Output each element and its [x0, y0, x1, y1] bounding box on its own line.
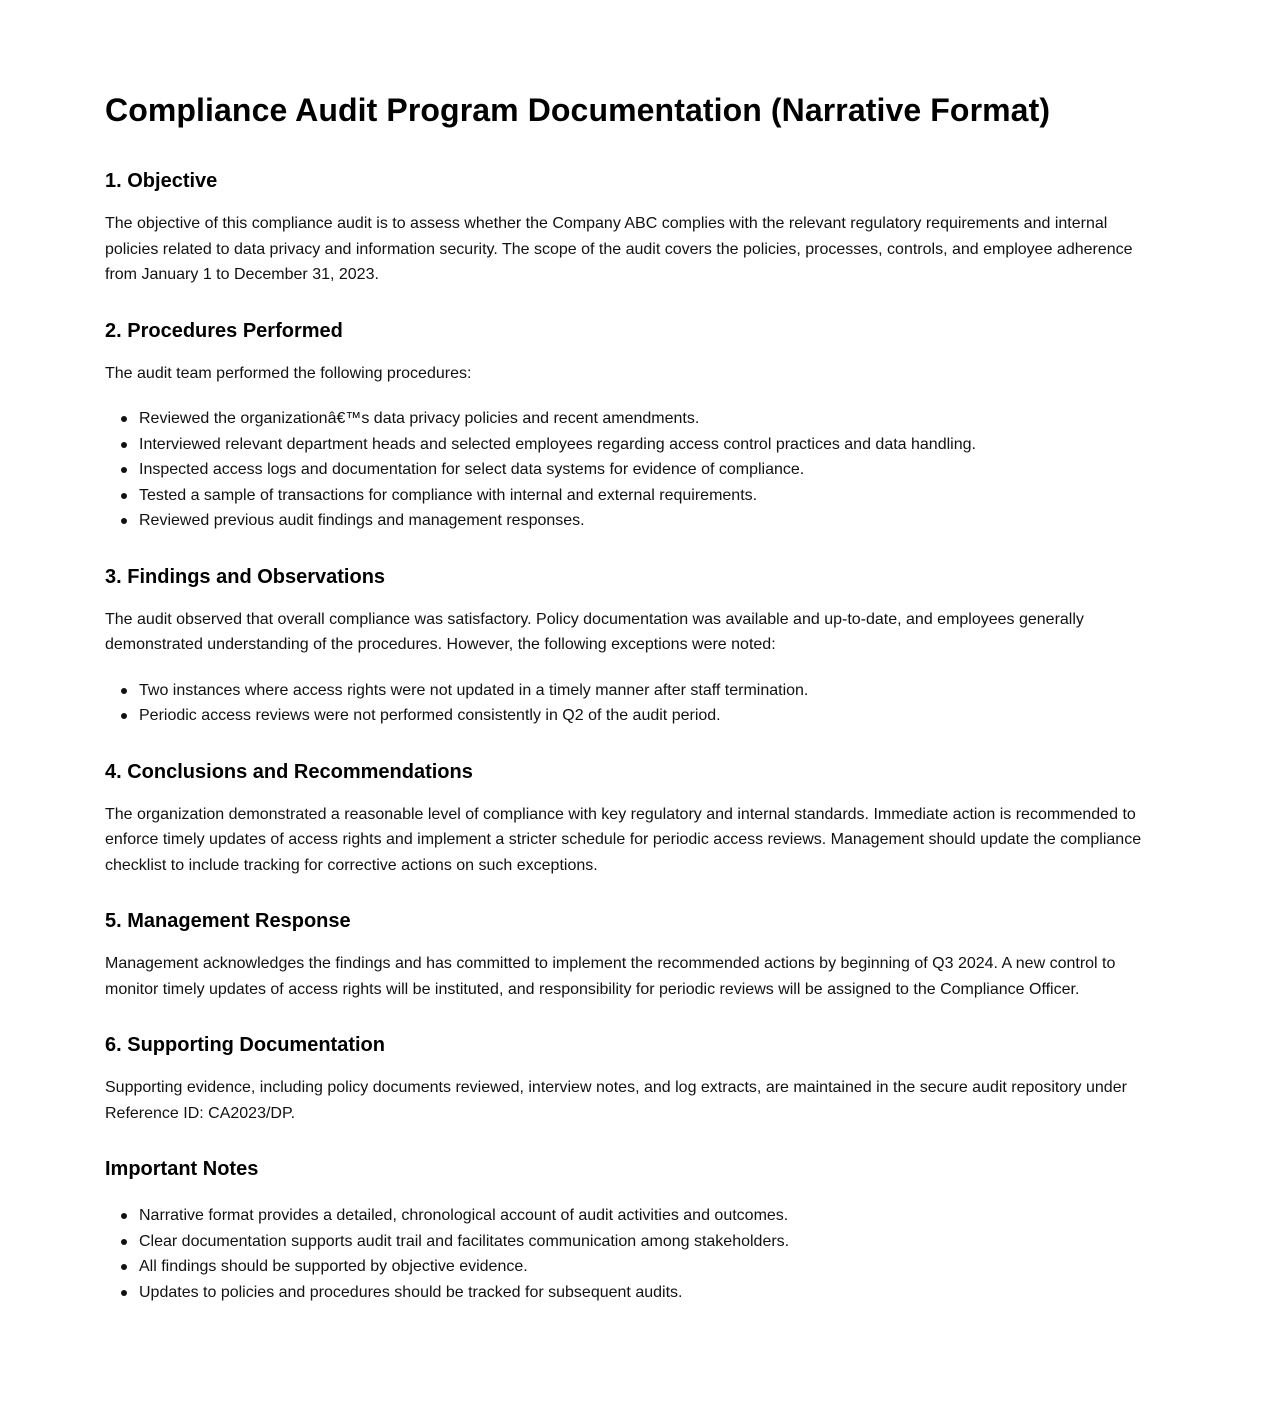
section-supporting-documentation: [105, 1033, 1153, 1126]
list-item: Reviewed previous audit findings and management responses.: [139, 508, 1153, 534]
list-item: Periodic access reviews were not performed consistently in Q2 of the audit period.: [139, 703, 1153, 729]
list-item: Narrative format provides a detailed, chronological account of audit activities and outcomes.: [139, 1203, 1153, 1229]
list-item: Clear documentation supports audit trail and facilitates communication among stakeholders.: [139, 1229, 1153, 1255]
section-heading: Important Notes: [105, 1158, 259, 1180]
section-paragraph: Management acknowledges the findings and has committed to implement the recommended actions by beginning of Q3 2024. A new control to monitor timely updates of access rights will be instituted, and responsibility for periodic reviews will be assigned to the Compliance Officer.: [105, 955, 1116, 998]
procedures-list: [105, 406, 1153, 534]
bullet-icon: [121, 518, 127, 524]
section-heading: 6. Supporting Documentation: [105, 1034, 385, 1056]
section-heading: 2. Procedures Performed: [105, 319, 343, 342]
notes-list: [105, 1203, 1153, 1305]
list-item: Tested a sample of transactions for compliance with internal and external requirements.: [139, 483, 1153, 509]
section-findings: [105, 565, 1153, 729]
list-item: Reviewed the organizationâ€™s data privacy policies and recent amendments.: [139, 406, 1153, 432]
section-heading: 4. Conclusions and Recommendations: [105, 760, 473, 783]
section-paragraph: The audit observed that overall compliance was satisfactory. Policy documentation was available and up-to-date, and employees generally demonstrated understanding of the procedures. However, the following exceptions were noted:: [105, 610, 1084, 653]
section-paragraph: The objective of this compliance audit is to assess whether the Company ABC complies with the relevant regulatory requirements and internal policies related to data privacy and information security. The scope of the audit covers the policies, processes, controls, and employee adherence from January 1 to December 31, 2023.: [105, 215, 1133, 283]
list-item: Inspected access logs and documentation for select data systems for evidence of compliance.: [139, 457, 1153, 483]
section-paragraph: The audit team performed the following procedures:: [105, 364, 472, 382]
bullet-icon: [121, 442, 127, 448]
bullet-icon: [121, 493, 127, 499]
bullet-icon: [121, 416, 127, 422]
bullet-icon: [121, 688, 127, 694]
section-important-notes: [105, 1157, 1153, 1305]
page-title: Compliance Audit Program Documentation (Narrative Format): [105, 92, 1051, 128]
section-heading: 5. Management Response: [105, 910, 351, 932]
bullet-icon: [121, 1213, 127, 1219]
section-objective: [105, 169, 1153, 288]
list-item: Updates to policies and procedures should be tracked for subsequent audits.: [139, 1280, 1153, 1306]
bullet-icon: [121, 713, 127, 719]
section-management-response: [105, 909, 1153, 1002]
bullet-icon: [121, 467, 127, 473]
bullet-icon: [121, 1264, 127, 1270]
section-paragraph: The organization demonstrated a reasonable level of compliance with key regulatory and internal standards. Immediate action is recommended to enforce timely updates of access rights and implement a stricter schedule for periodic access reviews. Management should update the compliance checklist to include tracking for corrective actions on such exceptions.: [105, 805, 1142, 874]
section-heading: 1. Objective: [105, 170, 218, 192]
list-item: All findings should be supported by objective evidence.: [139, 1254, 1153, 1280]
bullet-icon: [121, 1290, 127, 1296]
bullet-icon: [121, 1239, 127, 1245]
list-item: Interviewed relevant department heads and selected employees regarding access control practices and data handling.: [139, 432, 1153, 458]
section-heading: 3. Findings and Observations: [105, 565, 386, 588]
section-procedures: [105, 319, 1153, 534]
section-conclusions: [105, 760, 1153, 879]
section-paragraph: Supporting evidence, including policy documents reviewed, interview notes, and log extracts, are maintained in the secure audit repository under Reference ID: CA2023/DP.: [105, 1079, 1127, 1122]
findings-list: [105, 678, 1153, 729]
list-item: Two instances where access rights were not updated in a timely manner after staff termination.: [139, 678, 1153, 704]
